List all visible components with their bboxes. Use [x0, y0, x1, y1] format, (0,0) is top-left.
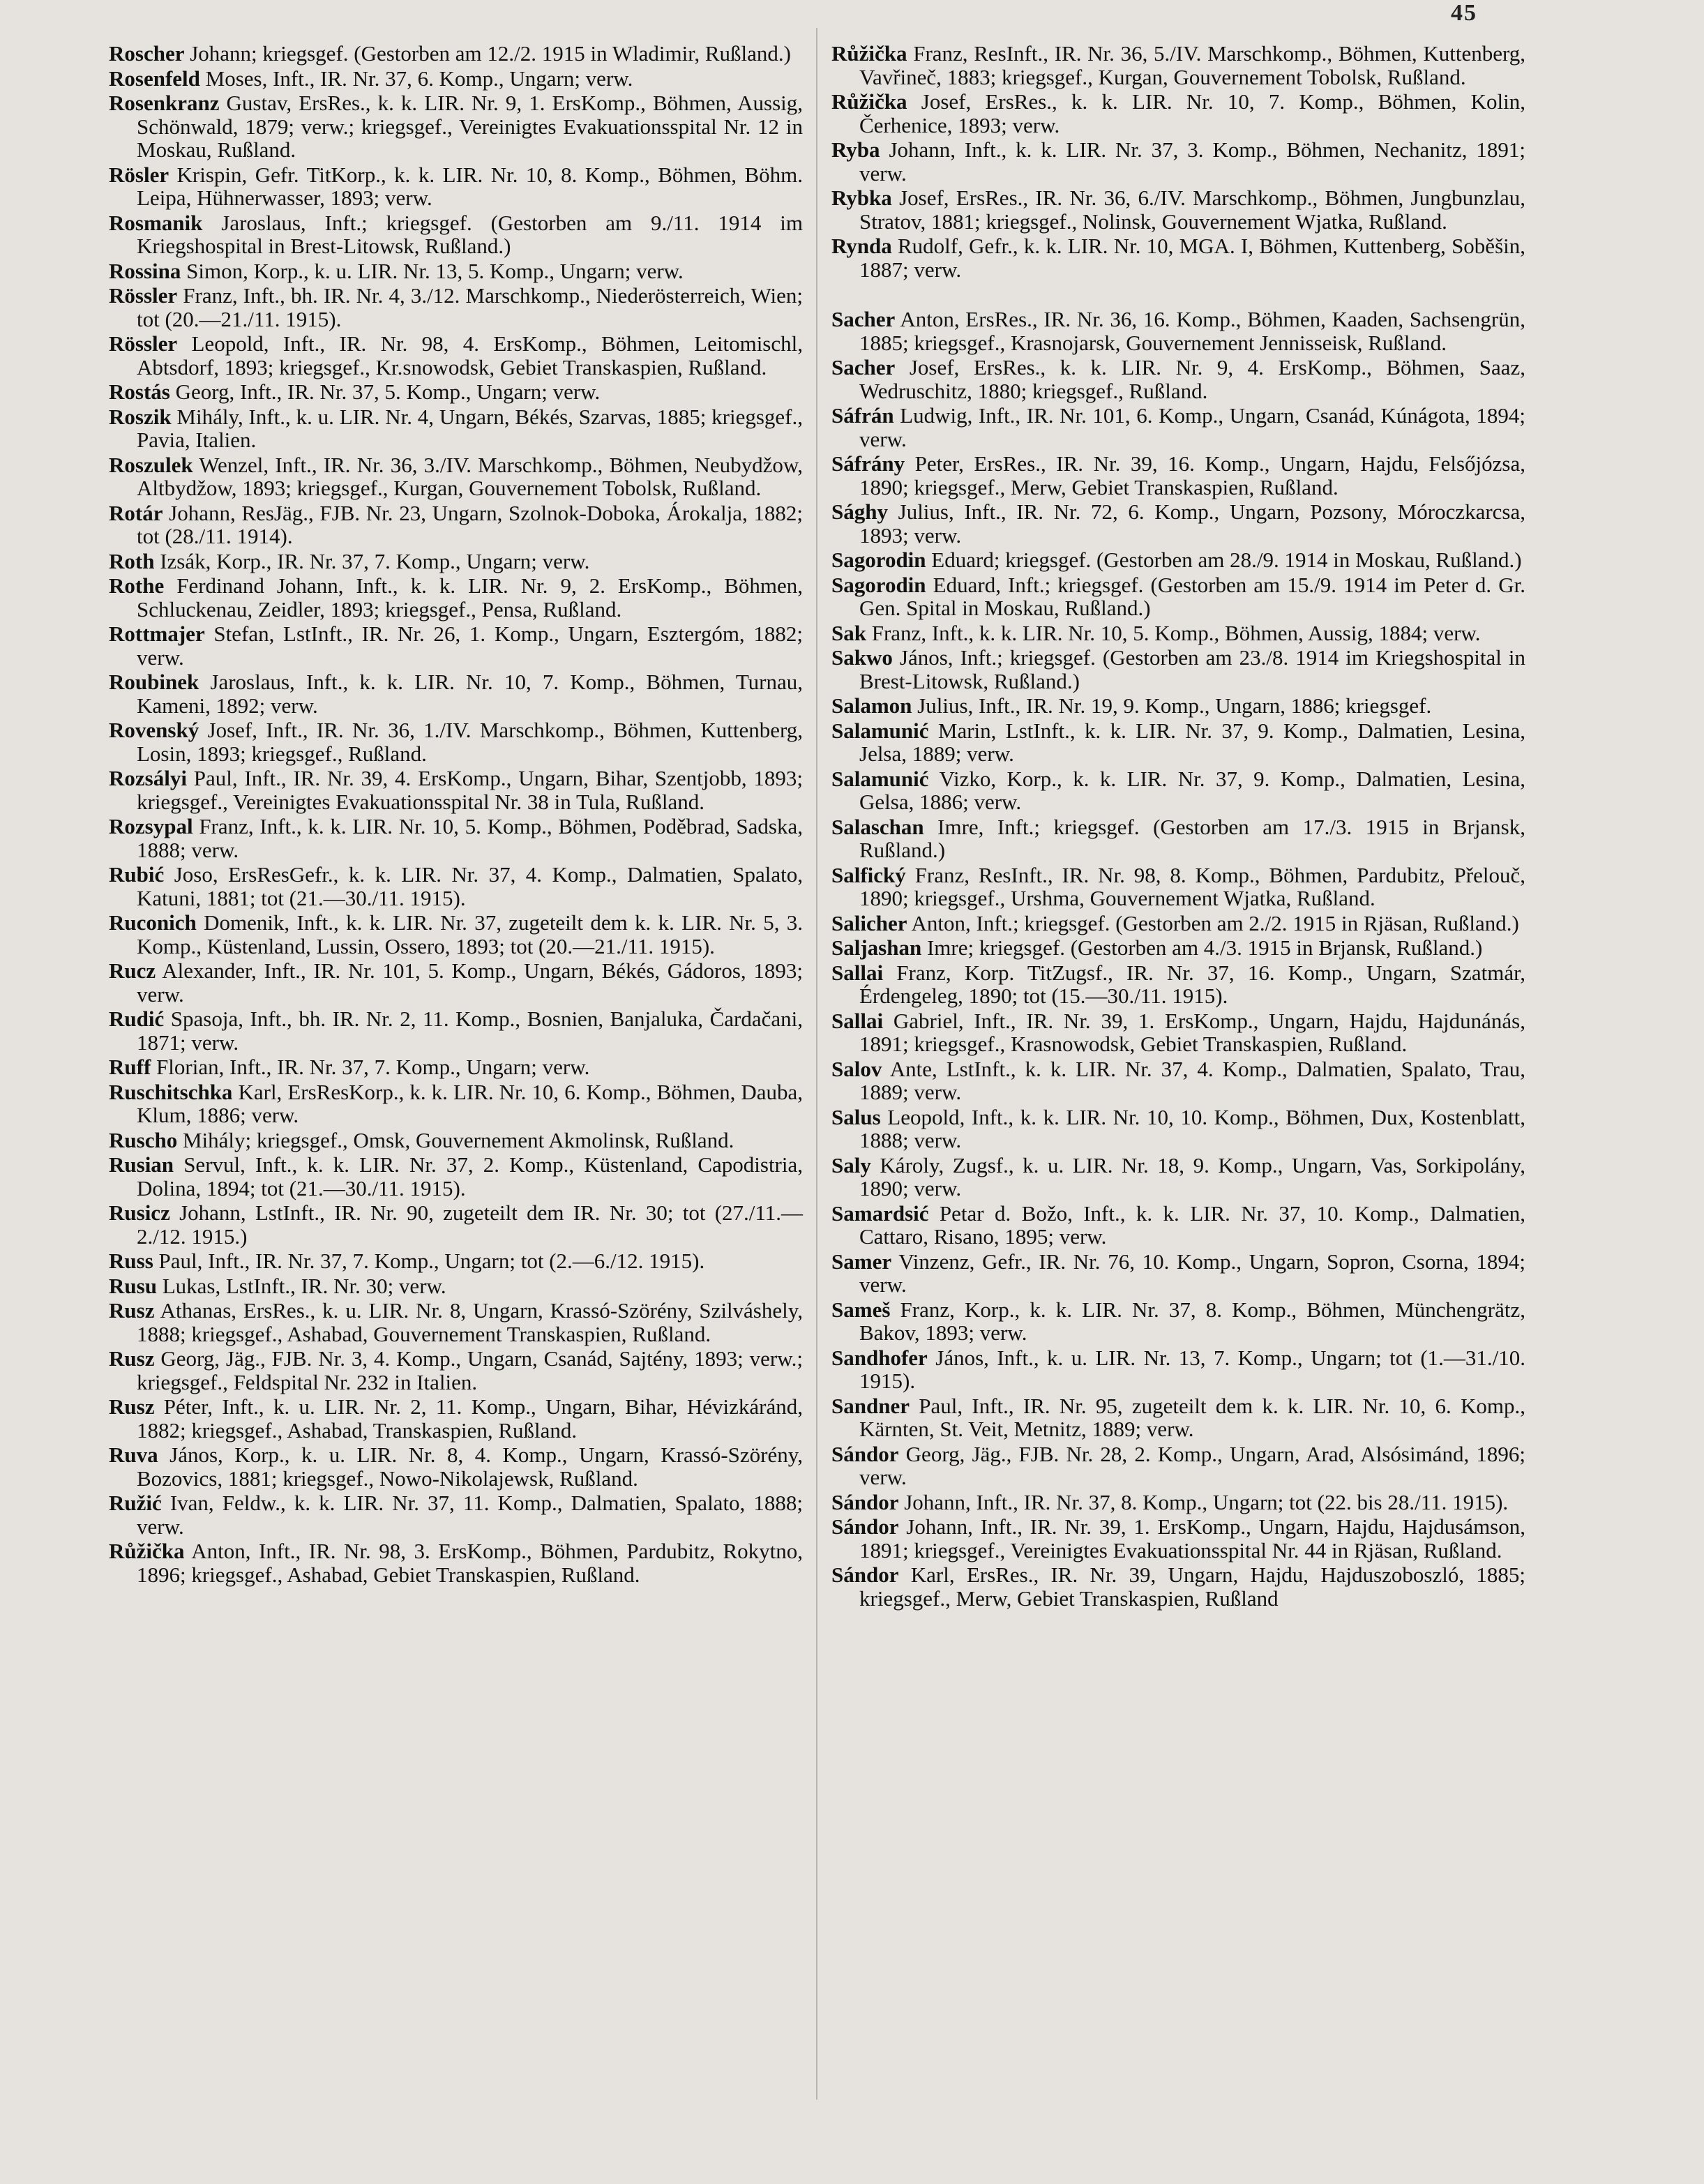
register-entry — [831, 186, 1525, 233]
register-entry — [109, 622, 803, 669]
entry-details: Athanas, ErsRes., k. u. LIR. Nr. 8, Ungarn, Krassó-Szörény, Szilváshely, 1888; kriegsgef., Ashabad, Gouvernement Transkaspien, Rußland. — [137, 1298, 803, 1346]
entry-surname: Rusu — [109, 1273, 157, 1298]
entry-details: Péter, Inft., k. u. LIR. Nr. 2, 11. Komp., Ungarn, Bihar, Hévizkáránd, 1882; kriegsgef., Ashabad, Transkaspien, Rußland. — [137, 1394, 803, 1443]
entry-details: Johann, Inft., k. k. LIR. Nr. 37, 3. Komp., Böhmen, Nechanitz, 1891; verw. — [859, 137, 1525, 186]
register-entry — [109, 1491, 803, 1538]
entry-surname: Samardsić — [831, 1200, 929, 1226]
entry-surname: Sak — [831, 620, 866, 645]
entry-surname: Sacher — [831, 307, 896, 331]
entry-surname: Sáfrány — [831, 451, 905, 476]
entry-details: Johann, Inft., IR. Nr. 39, 1. ErsKomp., Ungarn, Hajdu, Hajdusámson, 1891; kriegsgef., Vereinigtes Evakuationsspital Nr. 44 in Rjäsan, Rußland. — [859, 1514, 1525, 1562]
entry-surname: Rusicz — [109, 1200, 170, 1225]
register-entry — [109, 405, 803, 452]
entry-surname: Rovenský — [109, 718, 199, 742]
right-column-s-section — [831, 308, 1525, 1610]
entry-details: Franz, Inft., k. k. LIR. Nr. 10, 5. Komp., Böhmen, Poděbrad, Sadska, 1888; verw. — [137, 814, 804, 862]
page-number: 45 — [1451, 0, 1477, 26]
entry-surname: Sáfrán — [831, 403, 894, 428]
entry-details: Franz, ResInft., IR. Nr. 36, 5./IV. Marschkomp., Böhmen, Kuttenberg, Vavřineč, 1883; kriegsgef., Kurgan, Gouvernement Tobolsk, Rußland. — [859, 41, 1525, 89]
entry-surname: Ruconich — [109, 910, 197, 935]
entry-surname: Sandner — [831, 1393, 910, 1418]
register-entry — [831, 1057, 1525, 1104]
entry-surname: Samer — [831, 1249, 892, 1274]
entry-details: Josef, ErsRes., k. k. LIR. Nr. 10, 7. Komp., Böhmen, Kolin, Čerhenice, 1893; verw. — [859, 89, 1526, 137]
register-entry — [831, 1563, 1525, 1610]
register-entry — [109, 502, 803, 548]
entry-details: Ferdinand Johann, Inft., k. k. LIR. Nr. 9, 2. ErsKomp., Böhmen, Schluckenau, Zeidler, 1893; kriegsgef., Pensa, Rußland. — [137, 573, 804, 622]
entry-details: Izsák, Korp., IR. Nr. 37, 7. Komp., Ungarn; verw. — [160, 548, 590, 573]
entry-details: Leopold, Inft., k. k. LIR. Nr. 10, 10. Komp., Böhmen, Dux, Kostenblatt, 1888; verw. — [859, 1104, 1525, 1152]
column-divider — [816, 28, 817, 2100]
entry-details: Lukas, LstInft., IR. Nr. 30; verw. — [162, 1273, 446, 1298]
register-entry — [109, 1395, 803, 1442]
entry-details: Karl, ErsResKorp., k. k. LIR. Nr. 10, 6. Komp., Böhmen, Dauba, Klum, 1886; verw. — [137, 1079, 803, 1127]
entry-details: János, Korp., k. u. LIR. Nr. 8, 4. Komp., Ungarn, Krassó-Szörény, Bozovics, 1881; kriegsgef., Nowo-Nikolajewsk, Rußland. — [137, 1443, 803, 1491]
entry-surname: Roszulek — [109, 452, 193, 477]
register-entry — [109, 550, 803, 573]
register-entry — [109, 767, 803, 813]
register-entry — [109, 380, 803, 404]
register-entry — [109, 211, 803, 258]
entry-details: Spasoja, Inft., bh. IR. Nr. 2, 11. Komp., Bosnien, Banjaluka, Čardačani, 1871; verw. — [137, 1007, 803, 1055]
register-entry — [109, 453, 803, 500]
register-entry — [831, 694, 1525, 718]
entry-details: Stefan, LstInft., IR. Nr. 26, 1. Komp., Ungarn, Esztergóm, 1882; verw. — [137, 622, 803, 670]
register-entry — [109, 863, 803, 910]
entry-surname: Salfický — [831, 862, 906, 887]
register-entry — [109, 42, 803, 66]
entry-details: Mihály; kriegsgef., Omsk, Gouvernement Akmolinsk, Rußland. — [182, 1127, 734, 1152]
entry-surname: Růžička — [109, 1539, 185, 1563]
entry-surname: Saljashan — [831, 935, 922, 960]
entry-details: Gustav, ErsRes., k. k. LIR. Nr. 9, 1. ErsKomp., Böhmen, Aussig, Schönwald, 1879; verw.; kriegsgef., Vereinigtes Evakuationsspital Nr. 12 in Moskau, Rußland. — [137, 91, 804, 162]
entry-details: Petar d. Božo, Inft., k. k. LIR. Nr. 37, 10. Komp., Dalmatien, Cattaro, Risano, 1895; verw. — [859, 1200, 1525, 1249]
register-entry — [831, 936, 1525, 960]
register-entry — [109, 574, 803, 621]
entry-details: Karl, ErsRes., IR. Nr. 39, Ungarn, Hajdu, Hajduszoboszló, 1885; kriegsgef., Merw, Gebiet Transkaspien, Rußland — [859, 1562, 1525, 1611]
register-entry — [831, 138, 1525, 185]
entry-surname: Roubinek — [109, 670, 199, 694]
entry-details: Anton, Inft., IR. Nr. 98, 3. ErsKomp., Böhmen, Pardubitz, Rokytno, 1896; kriegsgef., Ashabad, Gebiet Transkaspien, Rußland. — [137, 1539, 803, 1587]
entry-surname: Rosenkranz — [109, 91, 220, 115]
register-entry — [109, 259, 803, 283]
register-entry — [831, 622, 1525, 645]
entry-details: Georg, Inft., IR. Nr. 37, 5. Komp., Ungarn; verw. — [175, 379, 601, 404]
entry-details: Josef, ErsRes., k. k. LIR. Nr. 9, 4. ErsKomp., Böhmen, Saaz, Wedruschitz, 1880; kriegsgef., Rußland. — [859, 355, 1525, 403]
entry-surname: Rusz — [109, 1346, 155, 1371]
entry-surname: Rosmanik — [109, 210, 203, 235]
register-entry — [831, 864, 1525, 910]
entry-surname: Rosenfeld — [109, 66, 200, 91]
register-entry — [109, 1201, 803, 1248]
register-entry — [109, 718, 803, 765]
register-entry — [831, 548, 1525, 572]
register-entry — [831, 1298, 1525, 1345]
register-entry — [109, 332, 803, 379]
register-entry — [831, 719, 1525, 766]
entry-details: János, Inft.; kriegsgef. (Gestorben am 23./8. 1914 im Kriegshospital in Brest-Litowsk, Rußland.) — [859, 645, 1525, 693]
register-entry — [831, 42, 1525, 89]
entry-surname: Rossina — [109, 258, 181, 283]
register-entry — [109, 959, 803, 1006]
entry-surname: Ruva — [109, 1443, 158, 1467]
entry-details: Johann, LstInft., IR. Nr. 90, zugeteilt dem IR. Nr. 30; tot (27./11.—2./12. 1915.) — [137, 1200, 804, 1249]
entry-details: Georg, Jäg., FJB. Nr. 28, 2. Komp., Ungarn, Arad, Alsósimánd, 1896; verw. — [859, 1441, 1525, 1489]
entry-surname: Ryba — [831, 137, 880, 162]
entry-details: Joso, ErsResGefr., k. k. LIR. Nr. 37, 4. Komp., Dalmatien, Spalato, Katuni, 1881; tot (21.—30./11. 1915). — [137, 862, 803, 910]
entry-details: Eduard; kriegsgef. (Gestorben am 28./9. 1914 in Moskau, Rußland.) — [931, 548, 1522, 572]
entry-surname: Rubić — [109, 862, 165, 887]
entry-surname: Salus — [831, 1104, 881, 1129]
entry-surname: Ružić — [109, 1491, 162, 1515]
right-column — [831, 42, 1525, 1611]
register-entry — [831, 1443, 1525, 1489]
entry-details: Josef, ErsRes., IR. Nr. 36, 6./IV. Marschkomp., Böhmen, Jungbunzlau, Stratov, 1881; kriegsgef., Nolinsk, Gouvernement Wjatka, Rußland. — [859, 186, 1525, 234]
entry-details: Domenik, Inft., k. k. LIR. Nr. 37, zugeteilt dem k. k. LIR. Nr. 5, 3. Komp., Küstenland, Lussin, Ossero, 1893; tot (20.—21./11. 1915). — [137, 910, 803, 958]
entry-details: Wenzel, Inft., IR. Nr. 36, 3./IV. Marschkomp., Böhmen, Neubydžow, Altbydžow, 1893; kriegsgef., Kurgan, Gouvernement Tobolsk, Rußland. — [137, 452, 803, 500]
entry-surname: Roth — [109, 548, 155, 573]
entry-surname: Sándor — [831, 1441, 899, 1466]
entry-details: Anton, ErsRes., IR. Nr. 36, 16. Komp., Böhmen, Kaaden, Sachsengrün, 1885; kriegsgef., Krasnojarsk, Gouvernement Jennisseisk, Rußland. — [859, 307, 1525, 355]
entry-details: Paul, Inft., IR. Nr. 95, zugeteilt dem k. k. LIR. Nr. 10, 6. Komp., Kärnten, St. Veit, Metnitz, 1889; verw. — [859, 1393, 1525, 1441]
entry-details: Simon, Korp., k. u. LIR. Nr. 13, 5. Komp., Ungarn; verw. — [186, 258, 684, 283]
entry-surname: Sandhofer — [831, 1345, 928, 1370]
entry-surname: Rösler — [109, 162, 169, 187]
register-entry — [831, 1106, 1525, 1152]
register-entry — [831, 1009, 1525, 1056]
entry-surname: Rottmajer — [109, 622, 205, 646]
entry-details: Vizko, Korp., k. k. LIR. Nr. 37, 9. Komp., Dalmatien, Lesina, Gelsa, 1886; verw. — [859, 766, 1525, 814]
entry-surname: Rusian — [109, 1152, 174, 1177]
register-entry — [831, 404, 1525, 451]
register-entry — [109, 1007, 803, 1054]
entry-surname: Rothe — [109, 573, 165, 598]
entry-details: Moses, Inft., IR. Nr. 37, 6. Komp., Ungarn; verw. — [205, 66, 633, 91]
register-entry — [831, 308, 1525, 354]
entry-surname: Sagorodin — [831, 572, 926, 597]
entry-surname: Rössler — [109, 331, 178, 356]
section-gap — [831, 283, 1525, 308]
entry-surname: Rynda — [831, 234, 892, 258]
register-entry — [109, 1055, 803, 1079]
entry-surname: Rostás — [109, 379, 170, 404]
register-entry — [831, 646, 1525, 693]
entry-surname: Salicher — [831, 910, 907, 935]
register-entry — [831, 356, 1525, 402]
entry-details: Mihály, Inft., k. u. LIR. Nr. 4, Ungarn, Békés, Szarvas, 1885; kriegsgef., Pavia, Italien. — [137, 404, 803, 452]
entry-details: Georg, Jäg., FJB. Nr. 3, 4. Komp., Ungarn, Csanád, Sajtény, 1893; verw.; kriegsgef., Feldspital Nr. 232 in Italien. — [137, 1346, 803, 1394]
entry-surname: Salamunić — [831, 766, 929, 791]
entry-surname: Roscher — [109, 41, 185, 66]
entry-details: Károly, Zugsf., k. u. LIR. Nr. 18, 9. Komp., Ungarn, Vas, Sorkipolány, 1890; verw. — [859, 1152, 1526, 1200]
register-entry — [831, 234, 1525, 281]
entry-surname: Sameš — [831, 1297, 891, 1322]
entry-details: Paul, Inft., IR. Nr. 39, 4. ErsKomp., Ungarn, Bihar, Szentjobb, 1893; kriegsgef., Vereinigtes Evakuationsspital Nr. 38 in Tula, Rußland. — [137, 766, 803, 814]
entry-details: Jaroslaus, Inft.; kriegsgef. (Gestorben am 9./11. 1914 im Kriegshospital in Brest-Litowsk, Rußland.) — [137, 210, 803, 258]
entry-surname: Rybka — [831, 186, 892, 210]
entry-surname: Sallai — [831, 1008, 884, 1033]
register-entry — [109, 1347, 803, 1394]
right-column-r-section — [831, 42, 1525, 281]
entry-details: Josef, Inft., IR. Nr. 36, 1./IV. Marschkomp., Böhmen, Kuttenberg, Losin, 1893; kriegsgef., Rußland. — [137, 718, 804, 766]
register-entry — [109, 1249, 803, 1273]
entry-surname: Rozsypal — [109, 814, 193, 838]
entry-details: Franz, Korp., k. k. LIR. Nr. 37, 8. Komp., Böhmen, Münchengrätz, Bakov, 1893; verw. — [859, 1297, 1525, 1345]
entry-surname: Rudić — [109, 1007, 165, 1031]
entry-surname: Salamunić — [831, 718, 929, 743]
register-entry — [109, 1443, 803, 1490]
entry-surname: Roszik — [109, 404, 172, 429]
entry-details: Peter, ErsRes., IR. Nr. 39, 16. Komp., Ungarn, Hajdu, Felsőjózsa, 1890; kriegsgef., Merw, Gebiet Transkaspien, Rußland. — [859, 451, 1525, 499]
entry-details: Franz, Korp. TitZugsf., IR. Nr. 37, 16. Komp., Ungarn, Szatmár, Érdengeleg, 1890; tot (15.—30./11. 1915). — [859, 960, 1525, 1008]
entry-details: Gabriel, Inft., IR. Nr. 39, 1. ErsKomp., Ungarn, Hajdu, Hajdunánás, 1891; kriegsgef., Krasnowodsk, Gebiet Transkaspien, Rußland. — [859, 1008, 1526, 1056]
register-entry — [831, 1250, 1525, 1297]
entry-surname: Saly — [831, 1152, 871, 1177]
entry-details: Julius, Inft., IR. Nr. 19, 9. Komp., Ungarn, 1886; kriegsgef. — [917, 693, 1432, 718]
entry-surname: Sallai — [831, 960, 884, 985]
entry-surname: Rucz — [109, 958, 156, 983]
entry-details: Julius, Inft., IR. Nr. 72, 6. Komp., Ungarn, Pozsony, Móroczkarcsa, 1893; verw. — [859, 499, 1525, 548]
register-entry — [109, 815, 803, 861]
entry-details: Marin, LstInft., k. k. LIR. Nr. 37, 9. Komp., Dalmatien, Lesina, Jelsa, 1889; verw. — [859, 718, 1525, 766]
register-entry — [109, 670, 803, 717]
entry-surname: Sándor — [831, 1489, 899, 1514]
entry-surname: Sagorodin — [831, 548, 926, 572]
entry-surname: Rozsályi — [109, 766, 187, 790]
entry-surname: Salov — [831, 1056, 882, 1081]
register-entry — [109, 911, 803, 958]
entry-details: Florian, Inft., IR. Nr. 37, 7. Komp., Ungarn; verw. — [156, 1055, 590, 1079]
entry-details: Jaroslaus, Inft., k. k. LIR. Nr. 10, 7. Komp., Böhmen, Turnau, Kameni, 1892; verw. — [137, 670, 804, 718]
register-entry — [109, 1153, 803, 1200]
entry-details: Rudolf, Gefr., k. k. LIR. Nr. 10, MGA. I, Böhmen, Kuttenberg, Soběšin, 1887; verw. — [859, 234, 1525, 282]
entry-surname: Rössler — [109, 283, 178, 308]
register-entry — [831, 815, 1525, 862]
entry-surname: Růžička — [831, 41, 907, 66]
register-entry — [831, 452, 1525, 499]
entry-details: Leopold, Inft., IR. Nr. 98, 4. ErsKomp., Böhmen, Leitomischl, Abtsdorf, 1893; kriegsgef., Kr.snowodsk, Gebiet Transkaspien, Rußland. — [137, 331, 803, 379]
entry-surname: Salamon — [831, 693, 912, 718]
entry-details: Anton, Inft.; kriegsgef. (Gestorben am 2./2. 1915 in Rjäsan, Rußland.) — [911, 910, 1519, 935]
entry-details: Ante, LstInft., k. k. LIR. Nr. 37, 4. Komp., Dalmatien, Spalato, Trau, 1889; verw. — [859, 1056, 1525, 1104]
register-entry — [109, 1299, 803, 1346]
register-entry — [831, 1491, 1525, 1514]
entry-surname: Ruff — [109, 1055, 151, 1079]
register-entry — [831, 912, 1525, 935]
left-column — [109, 42, 803, 1588]
entry-details: Franz, ResInft., IR. Nr. 98, 8. Komp., Böhmen, Pardubitz, Přelouč, 1890; kriegsgef., Urshma, Gouvernement Wjatka, Rußland. — [859, 862, 1525, 910]
entry-surname: Rusz — [109, 1298, 155, 1323]
entry-surname: Sághy — [831, 499, 888, 524]
register-entry — [831, 1154, 1525, 1200]
entry-surname: Růžička — [831, 89, 907, 114]
entry-surname: Sándor — [831, 1562, 899, 1587]
register-entry — [109, 1080, 803, 1127]
register-entry — [831, 1346, 1525, 1393]
entry-details: János, Inft., k. u. LIR. Nr. 13, 7. Komp., Ungarn; tot (1.—31./10. 1915). — [859, 1345, 1526, 1393]
register-entry — [109, 1539, 803, 1586]
register-entry — [831, 961, 1525, 1008]
register-entry — [831, 1394, 1525, 1441]
entry-details: Vinzenz, Gefr., IR. Nr. 76, 10. Komp., Ungarn, Sopron, Csorna, 1894; verw. — [859, 1249, 1525, 1297]
entry-details: Eduard, Inft.; kriegsgef. (Gestorben am 15./9. 1914 im Peter d. Gr. Gen. Spital in Moskau, Rußland.) — [859, 572, 1525, 620]
entry-details: Johann, Inft., IR. Nr. 37, 8. Komp., Ungarn; tot (22. bis 28./11. 1915). — [904, 1489, 1509, 1514]
register-entry — [831, 767, 1525, 814]
register-entry — [831, 1202, 1525, 1249]
register-entry — [831, 1515, 1525, 1562]
entry-details: Servul, Inft., k. k. LIR. Nr. 37, 2. Komp., Küstenland, Capodistria, Dolina, 1894; tot (21.—30./11. 1915). — [137, 1152, 804, 1200]
entry-details: Krispin, Gefr. TitKorp., k. k. LIR. Nr. 10, 8. Komp., Böhmen, Böhm. Leipa, Hühnerwasser, 1893; verw. — [137, 162, 803, 210]
entry-details: Franz, Inft., k. k. LIR. Nr. 10, 5. Komp., Böhmen, Aussig, 1884; verw. — [871, 620, 1481, 645]
entry-surname: Ruscho — [109, 1127, 178, 1152]
entry-details: Imre, Inft.; kriegsgef. (Gestorben am 17./3. 1915 in Brjansk, Rußland.) — [859, 814, 1525, 862]
register-entry — [831, 573, 1525, 620]
entry-surname: Sacher — [831, 355, 896, 379]
register-entry — [109, 163, 803, 210]
entry-details: Johann, ResJäg., FJB. Nr. 23, Ungarn, Szolnok-Doboka, Árokalja, 1882; tot (28./11. 1914). — [137, 500, 804, 548]
register-entry — [109, 67, 803, 91]
register-entry — [109, 284, 803, 331]
entry-surname: Salaschan — [831, 814, 924, 839]
register-entry — [109, 91, 803, 162]
register-entry — [109, 1129, 803, 1152]
entry-details: Franz, Inft., bh. IR. Nr. 4, 3./12. Marschkomp., Niederösterreich, Wien; tot (20.—21./11. 1915). — [137, 283, 804, 331]
entry-details: Imre; kriegsgef. (Gestorben am 4./3. 1915 in Brjansk, Rußland.) — [926, 935, 1483, 960]
entry-details: Ivan, Feldw., k. k. LIR. Nr. 37, 11. Komp., Dalmatien, Spalato, 1888; verw. — [137, 1491, 803, 1539]
entry-surname: Sakwo — [831, 645, 893, 670]
register-entry — [831, 500, 1525, 547]
register-entry — [831, 90, 1525, 137]
entry-details: Johann; kriegsgef. (Gestorben am 12./2. 1915 in Wladimir, Rußland.) — [190, 41, 791, 66]
entry-surname: Rusz — [109, 1394, 155, 1419]
entry-details: Alexander, Inft., IR. Nr. 101, 5. Komp., Ungarn, Békés, Gádoros, 1893; verw. — [137, 958, 803, 1007]
entry-surname: Ruschitschka — [109, 1079, 233, 1104]
entry-details: Ludwig, Inft., IR. Nr. 101, 6. Komp., Ungarn, Csanád, Kúnágota, 1894; verw. — [859, 403, 1525, 451]
entry-details: Paul, Inft., IR. Nr. 37, 7. Komp., Ungarn; tot (2.—6./12. 1915). — [158, 1249, 705, 1273]
entry-surname: Sándor — [831, 1514, 899, 1539]
entry-surname: Russ — [109, 1249, 153, 1273]
entry-surname: Rotár — [109, 500, 163, 525]
register-entry — [109, 1274, 803, 1298]
